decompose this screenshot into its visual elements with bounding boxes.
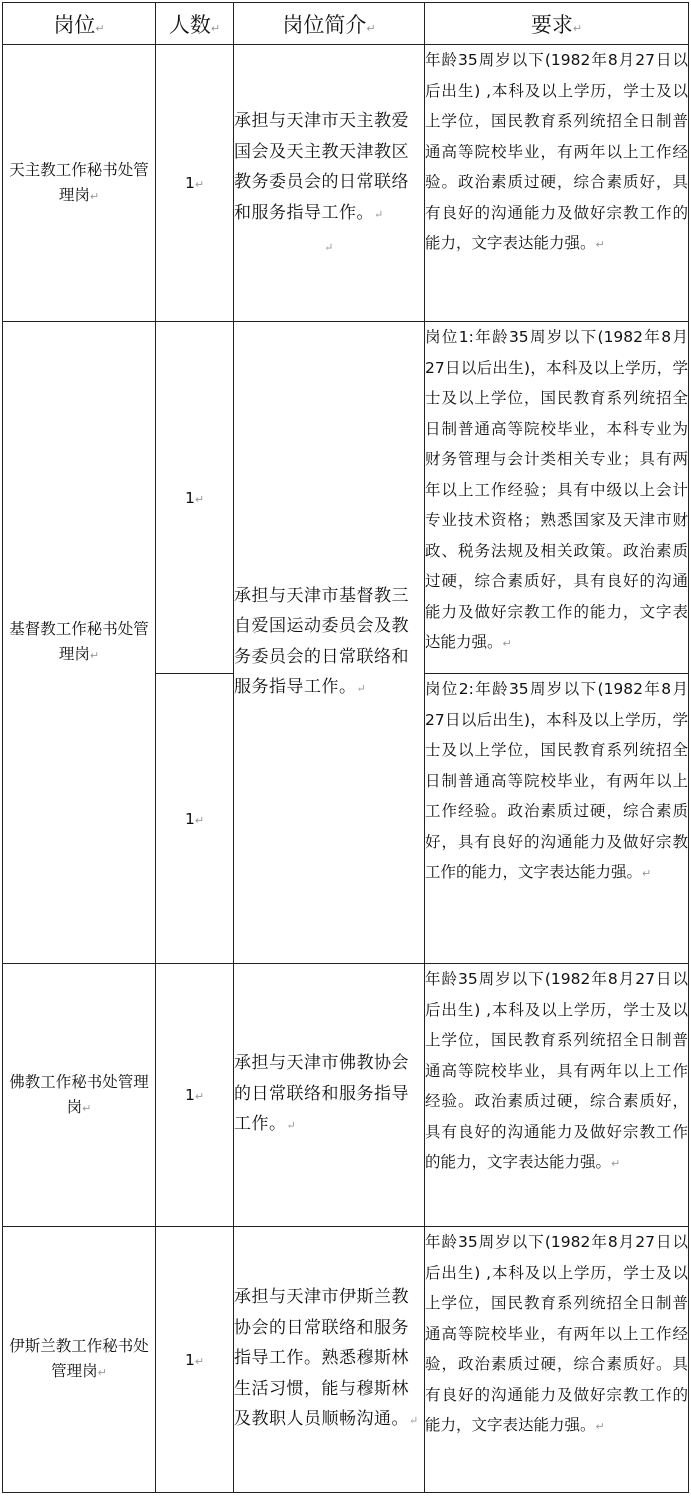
position-cell: 伊斯兰教工作秘书处管理岗↵ bbox=[3, 1227, 156, 1493]
requirements-cell: 年龄35周岁以下(1982年8月27日以后出生) ,本科及以上学历，学士及以上学位，国民教育系列统招全日制普通高等院校毕业，有两年以上工作经验，政治素质过硬，综合素质好。具有良好的沟通能力及做好宗教工作的能力，文字表达能力强。↵ bbox=[425, 1227, 689, 1493]
count-cell: 1↵ bbox=[156, 45, 234, 322]
table-row bbox=[3, 1227, 689, 1493]
intro-cell: 承担与天津市佛教协会的日常联络和服务指导工作。↵ bbox=[234, 964, 425, 1227]
count-cell: 1↵ bbox=[156, 674, 234, 964]
header-position: 岗位↵ bbox=[3, 3, 156, 45]
intro-cell: 承担与天津市基督教三自爱国运动委员会及教务委员会的日常联络和服务指导工作。↵ bbox=[234, 322, 425, 964]
intro-cell: 承担与天津市伊斯兰教协会的日常联络和服务指导工作。熟悉穆斯林生活习惯，能与穆斯林及教职人员顺畅沟通。↵ bbox=[234, 1227, 425, 1493]
table-row bbox=[3, 322, 689, 674]
requirements-cell: 年龄35周岁以下(1982年8月27日以后出生) ,本科及以上学历，学士及以上学位，国民教育系列统招全日制普通高等院校毕业，有两年以上工作经验。政治素质过硬，综合素质好，具有良好的沟通能力及做好宗教工作的能力，文字表达能力强。↵ bbox=[425, 45, 689, 322]
count-cell: 1↵ bbox=[156, 322, 234, 674]
header-row bbox=[3, 3, 689, 45]
requirements-cell: 岗位1:年龄35周岁以下(1982年8月27日以后出生)，本科及以上学历，学士及以上学位，国民教育系列统招全日制普通高等院校毕业，本科专业为财务管理与会计类相关专业；具有两年以上工作经验；具有中级以上会计专业技术资格；熟悉国家及天津市财政、税务法规及相关政策。政治素质过硬，综合素质好，具有良好的沟通能力及做好宗教工作的能力，文字表达能力强。↵ bbox=[425, 322, 689, 674]
header-count: 人数↵ bbox=[156, 3, 234, 45]
position-cell: 基督教工作秘书处管理岗↵ bbox=[3, 322, 156, 964]
job-positions-table bbox=[2, 2, 689, 1493]
intro-cell: 承担与天津市天主教爱国会及天主教天津教区教务委员会的日常联络和服务指导工作。↵ ↵ bbox=[234, 45, 425, 322]
count-cell: 1↵ bbox=[156, 1227, 234, 1493]
position-cell: 天主教工作秘书处管理岗↵ bbox=[3, 45, 156, 322]
table-row bbox=[3, 45, 689, 322]
requirements-cell: 年龄35周岁以下(1982年8月27日以后出生) ,本科及以上学历，学士及以上学位，国民教育系列统招全日制普通高等院校毕业，具有两年以上工作经验。政治素质过硬，综合素质好，具有良好的沟通能力及做好宗教工作的能力，文字表达能力强。↵ bbox=[425, 964, 689, 1227]
count-cell: 1↵ bbox=[156, 964, 234, 1227]
header-requirements: 要求↵ bbox=[425, 3, 689, 45]
table-row bbox=[3, 964, 689, 1227]
requirements-cell: 岗位2:年龄35周岁以下(1982年8月27日以后出生)，本科及以上学历，学士及以上学位，国民教育系列统招全日制普通高等院校毕业，有两年以上工作经验。政治素质过硬，综合素质好，具有良好的沟通能力及做好宗教工作的能力，文字表达能力强。↵ bbox=[425, 674, 689, 964]
position-cell: 佛教工作秘书处管理岗↵ bbox=[3, 964, 156, 1227]
header-intro: 岗位简介↵ bbox=[234, 3, 425, 45]
